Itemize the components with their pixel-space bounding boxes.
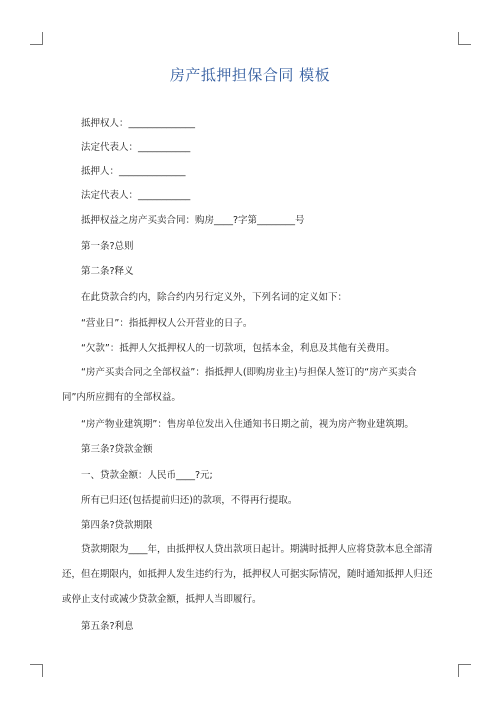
crop-mark-top-left — [30, 32, 43, 45]
mortgagor-representative-field: 法定代表人：___________ — [81, 190, 191, 201]
mortgagor-field: 抵押人：______________ — [81, 166, 186, 177]
article-1-heading: 第一条?总则 — [81, 241, 134, 252]
crop-mark-bottom-left — [30, 664, 43, 677]
definition-debt: “欠款”：抵押人欠抵押权人的一切款项，包括本金，利息及其他有关费用。 — [81, 343, 395, 354]
definition-construction-period: “房产物业建筑期”：售房单位发出入住通知书日期之前，视为房产物业建筑期。 — [81, 419, 414, 430]
definitions-intro: 在此贷款合约内，除合约内另行定义外，下列名词的定义如下： — [81, 292, 348, 303]
article-4-heading: 第四条?贷款期限 — [81, 520, 153, 531]
loan-amount-line: 一、贷款金额：人民币____?元; — [81, 470, 213, 481]
mortgagee-representative-field: 法定代表人：___________ — [81, 142, 191, 153]
article-2-heading: 第二条?释义 — [81, 266, 134, 277]
crop-mark-bottom-right — [458, 664, 471, 677]
loan-term-paragraph: 贷款期限为____年，由抵押权人贷出款项日起计。期满时抵押人应将贷款本息全部清还，但在期限内，如抵押人发生违约行为，抵押权人可据实际情况，随时通知抵押人归还或停止支付或减少贷款金额，抵押人当即履行。 — [62, 544, 433, 605]
article-5-heading: 第五条?利息 — [81, 621, 134, 632]
definition-contract-rights: “房产买卖合同之全部权益”：指抵押人(即购房业主)与担保人签订的“房产买卖合同”内所应拥有的全部权益。 — [62, 367, 417, 403]
definition-business-day: “营业日”：指抵押权人公开营业的日子。 — [81, 318, 253, 329]
mortgagee-field: 抵押权人：______________ — [81, 118, 196, 129]
article-3-heading: 第三条?贷款金额 — [81, 444, 153, 455]
crop-mark-top-right — [458, 32, 471, 45]
purchase-contract-line: 抵押权益之房产买卖合同：购房____?字第________号 — [81, 215, 305, 226]
no-redraw-line: 所有已归还(包括提前归还)的款项，不得再行提取。 — [81, 495, 298, 506]
document-title: 房产抵押担保合同 模板 — [169, 66, 331, 84]
